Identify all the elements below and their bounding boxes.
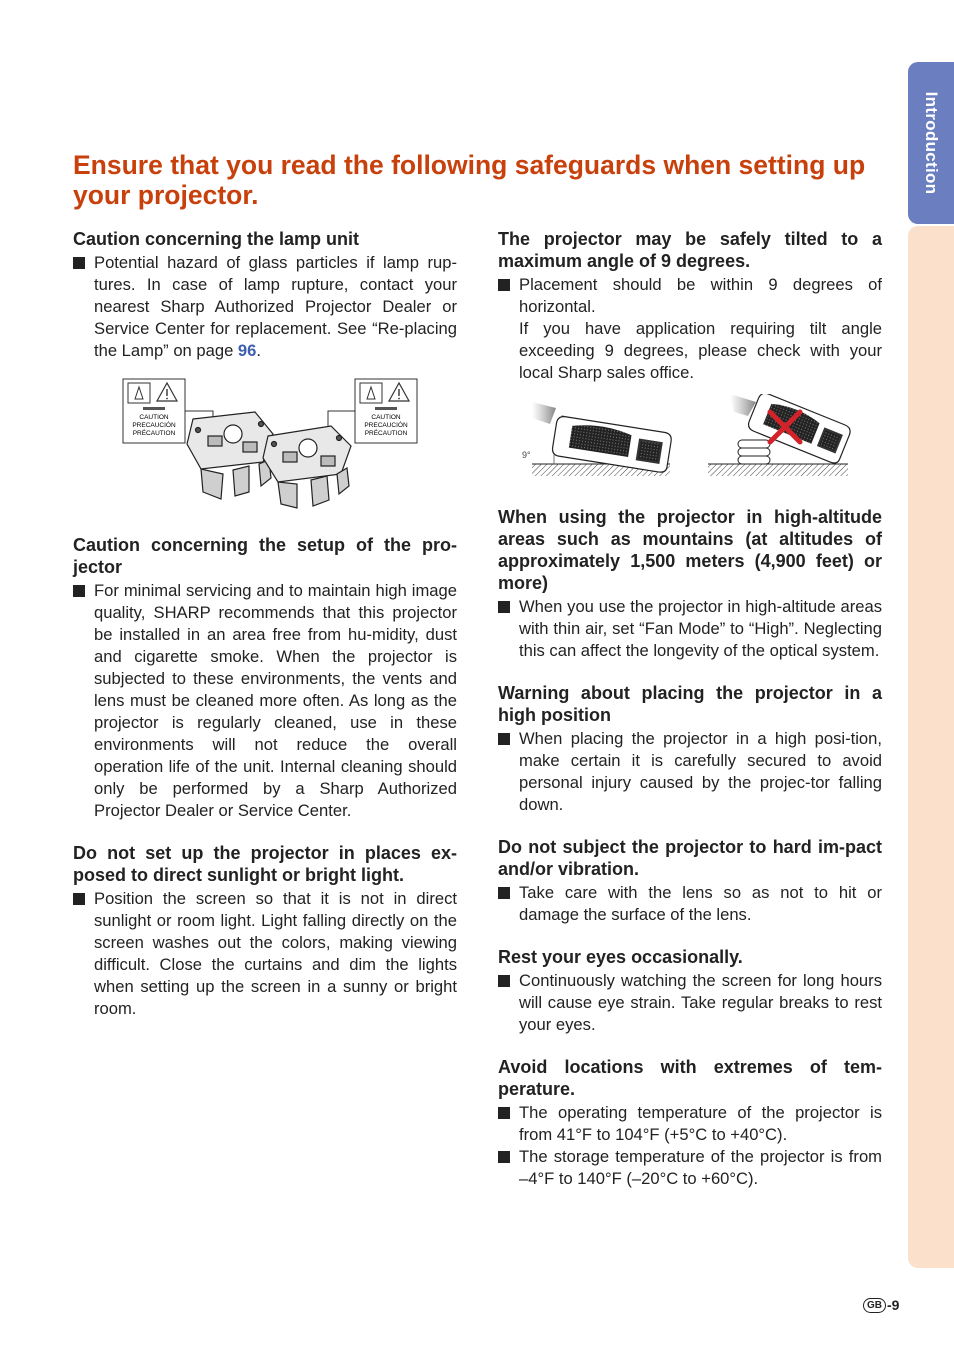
caution-text-fr: PRÉCAUTION [132,430,176,437]
bullet-item [73,888,457,1020]
page-title: Ensure that you read the following safeguards when setting up your projector. [73,150,866,210]
bullet-text: The operating temperature of the projector is from 41°F to 104°F (+5°C to +40°C). [519,1103,882,1144]
section-tab-introduction[interactable] [908,62,954,224]
caution-label-left [123,379,185,443]
section-heading: The projector may be safely tilted to a maximum angle of 9 degrees. [498,229,882,271]
bullet-text: When you use the projector in high-altitude areas with thin air, set “Fan Mode” to “High”. Neglecting this can affect the longevity of the optical system. [519,597,882,660]
caution-text-es: PRECAUCIÓN [364,422,408,429]
tilt-ng-figure [708,394,852,476]
page-number [863,1297,899,1313]
section-tab-label: Introduction [922,91,941,195]
bullet-item [498,596,882,662]
section-heading: Warning about placing the projector in a high position [498,683,882,725]
bullet-text: Position the screen so that it is not in direct sunlight or room light. Light falling directly on the screen washes out the colors, making viewing difficult. Close the curtains and dim the lights when setting up the screen in a sunny or bright room. [94,889,457,1018]
section-heading: When using the projector in high-altitude areas such as mountains (at altitudes of approximately 1,500 meters (4,900 feet) or more) [498,507,882,593]
section-tilt [498,228,882,492]
bullet-item [498,882,882,926]
bullet-square-icon [498,733,510,745]
section-high-altitude [498,506,882,662]
tilt-ok-figure [522,402,672,476]
bullet-square-icon [498,279,510,291]
bullet-item [498,1102,882,1146]
bullet-square-icon [498,1107,510,1119]
section-high-position [498,682,882,816]
bullet-square-icon [498,601,510,613]
tilt-angle-label: 9° [522,450,531,460]
bullet-text: Placement should be within 9 degrees of horizontal. [519,275,882,316]
lamp-unit-figure [73,374,457,514]
caution-text: CAUTION [139,414,169,421]
lamp-unit-left [187,412,273,499]
section-heading: Avoid locations with extremes of tem-perature. [498,1057,882,1099]
bullet-text: Take care with the lens so as not to hit or damage the surface of the lens. [519,883,882,924]
caution-text-fr: PRÉCAUTION [364,430,408,437]
bullet-continuation: If you have application requiring tilt angle exceeding 9 degrees, please check with your local Sharp sales office. [519,319,882,382]
bullet-square-icon [73,585,85,597]
section-rest-eyes [498,946,882,1036]
section-temperature [498,1056,882,1190]
lamp-unit-right [263,426,351,508]
tilt-figure [498,394,882,492]
bullet-square-icon [498,887,510,899]
section-heading: Do not set up the projector in places ex-posed to direct sunlight or bright light. [73,843,457,885]
bullet-square-icon [498,1151,510,1163]
bullet-item [498,728,882,816]
bullet-text-end: . [256,341,262,360]
caution-text-es: PRECAUCIÓN [132,422,176,429]
page-number-text: -9 [887,1297,900,1313]
section-heading: Do not subject the projector to hard im-pact and/or vibration. [498,837,882,879]
section-lamp-unit [73,228,457,514]
right-column [498,228,882,1210]
bullet-text: When placing the projector in a high posi-tion, make certain it is carefully secured to avoid personal injury caused by the projec-tor falling down. [519,729,882,814]
book-stack [738,440,770,464]
lamp-unit-illustration [73,374,457,514]
section-heading: Rest your eyes occasionally. [498,947,743,967]
bullet-item [73,580,457,822]
bullet-text: Continuously watching the screen for long hours will cause eye strain. Take regular breaks to rest your eyes. [519,971,882,1034]
bullet-text: The storage temperature of the projector is from –4°F to 140°F (–20°C to +60°C). [519,1147,882,1188]
tilt-illustration [498,394,882,492]
bullet-item [498,1146,882,1190]
section-setup [73,534,457,822]
bullet-square-icon [498,975,510,987]
left-column [73,228,457,1040]
section-heading: Caution concerning the lamp unit [73,229,360,249]
bullet-item [498,970,882,1036]
section-impact [498,836,882,926]
bullet-item [73,252,457,362]
bullet-text: For minimal servicing and to maintain high image quality, SHARP recommends that this projector be installed in an area free from hu-midity, dust and cigarette smoke. When the projector is subjected to these environments, the vents and lens must be cleaned more often. As long as the projector is regularly cleaned, use in these environments will not reduce the overall operation life of the unit. Internal cleaning should only be performed by a Sharp Authorized Projector Dealer or Service Center. [94,581,457,820]
section-sunlight [73,842,457,1020]
section-heading: Caution concerning the setup of the pro-jector [73,535,457,577]
bullet-item [498,274,882,318]
bullet-square-icon [73,257,85,269]
caution-label-right [355,379,417,443]
side-color-strip [908,226,954,1268]
caution-text: CAUTION [371,414,401,421]
region-badge: GB [863,1298,886,1313]
page-reference-link[interactable]: 96 [237,341,257,360]
bullet-text: Potential hazard of glass particles if lamp rup-tures. In case of lamp rupture, contact your nearest Sharp Authorized Projector Dealer or Service Center for replacement. See “Re-placing the Lamp” on page [94,253,457,360]
bullet-square-icon [73,893,85,905]
